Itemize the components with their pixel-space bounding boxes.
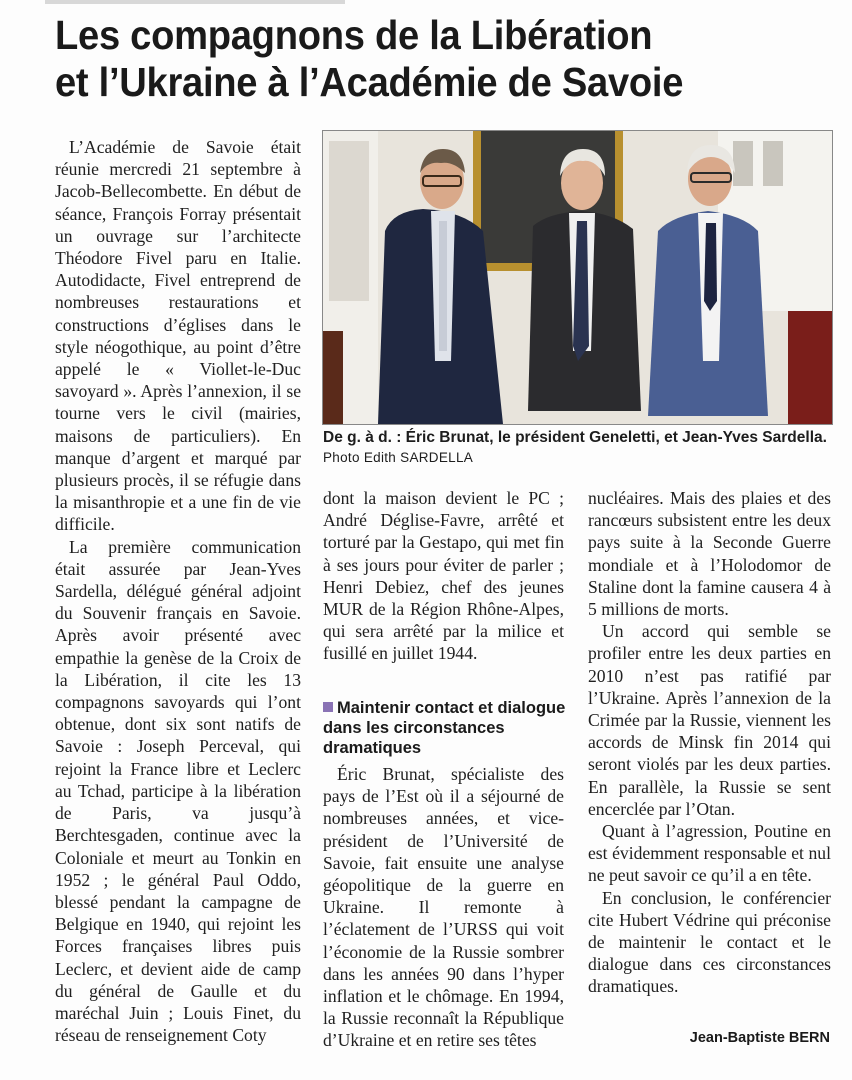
subheading-text: Maintenir contact et dialogue dans les circonstances dramatiques (323, 699, 566, 757)
article-photo (322, 130, 833, 425)
paragraph: En conclusion, le conférencier cite Hubert Védrine qui préconise de maintenir le contact et le dialogue dans ces circonstances dramatiques. (588, 887, 831, 997)
headline (55, 12, 780, 106)
column-2-continued (323, 763, 564, 1052)
section-subheading (323, 698, 573, 758)
square-bullet-icon (323, 702, 333, 712)
paragraph: Éric Brunat, spécialiste des pays de l’Est où il a séjourné de nombreuses années, et vice-président de l’Université de Savoie, fait ensuite une analyse géopolitique de la guerre en Ukraine. Il remonte à l’éclatement de l’URSS qui voit l’économie de la Russie sombrer dans les années 90 dans l’hyper inflation et le chômage. En 1994, la Russie reconnaît la République d’Ukraine et en retire ses têtes (323, 764, 564, 1051)
headline-line-1: Les compagnons de la Libération (55, 12, 653, 58)
column-3 (588, 487, 831, 998)
paragraph: dont la maison devient le PC ; André Déglise-Favre, arrêté et torturé par la Gestapo, qui met fin à ses jours pour éviter de parler ; Henri Debiez, chef des jeunes MUR de la Région Rhône-Alpes, qui sera arrêté par la milice et fusillé en juillet 1944. (323, 488, 564, 664)
paragraph: L’Académie de Savoie était réunie mercredi 21 septembre à Jacob-Bellecombette. En début de séance, François Forray présentait un ouvrage sur l’architecte Théodore Fivel paru en Italie. Autodidacte, Fivel entreprend de nombreuses restaurations et constructions d’églises dans le style néogothique, au point d’être appelé le « Viollet-le-Duc savoyard ». Après l’annexion, il se tourne vers le civil (mairies, maisons de particuliers). En manque d’argent et marqué par plusieurs procès, il se réfugie dans la misanthropie et a une fin de vie difficile. (55, 137, 301, 535)
paragraph: Quant à l’agression, Poutine en est évidemment responsable et nul ne peut savoir ce qu’il a en tête. (588, 821, 831, 886)
photo-credit: Photo Edith SARDELLA (323, 450, 474, 465)
paragraph: nucléaires. Mais des plaies et des rancœurs subsistent entre les deux pays suite à la Seconde Guerre mondiale et à l’Holodomor de Staline dont la famine causera 4 à 5 millions de morts. (588, 488, 831, 620)
column-2 (323, 487, 564, 665)
headline-line-2: et l’Ukraine à l’Académie de Savoie (55, 59, 684, 105)
paragraph: Un accord qui semble se profiler entre les deux parties en 2010 n’est pas ratifié par l’Ukraine. Après l’annexion de la Crimée par la Russie, viennent les accords de Minsk fin 2014 qui seront violés par les deux parties. En parallèle, la Russie se sent encerclée par l’Otan. (588, 621, 831, 819)
paragraph: La première communication était assurée par Jean-Yves Sardella, délégué général adjoint du Souvenir français en Savoie. Après avoir présenté avec empathie la genèse de la Croix de la Libération, il cite les 13 compagnons savoyards qui l’ont obtenue, dont six sont natifs de Savoie : Joseph Perceval, qui rejoint la France libre et Leclerc au Tchad, participe à la libération de Paris, va jusqu’à Berchtesgaden, continue avec la Coloniale et meurt au Tonkin en 1952 ; le général Paul Oddo, blessé pendant la campagne de Belgique en 1940, qui rejoint les Forces françaises libres puis Leclerc, et devient aide de camp du général de Gaulle et du maréchal Juin ; Louis Finet, du réseau de renseignement Coty (55, 536, 301, 1046)
caption-text: De g. à d. : Éric Brunat, le président Geneletti, et Jean-Yves Sardella. (323, 429, 827, 446)
header-strip (45, 0, 345, 4)
author-byline: Jean-Baptiste BERN (689, 1030, 830, 1046)
column-1 (55, 136, 301, 1046)
photo-caption (323, 428, 833, 468)
photo-three-men (323, 131, 832, 424)
